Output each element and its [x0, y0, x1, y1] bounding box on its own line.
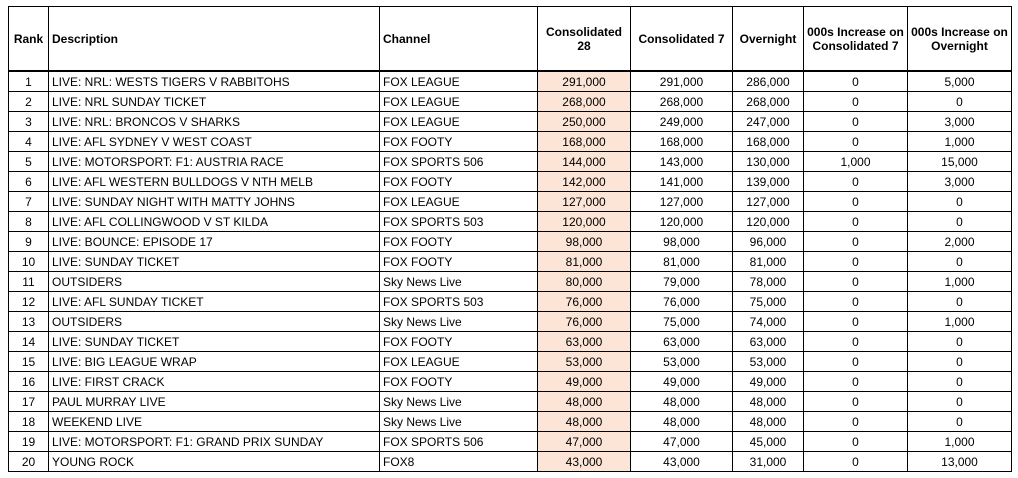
cell-consolidated-28: 48,000: [538, 392, 631, 412]
cell-increase-consolidated-7: 0: [804, 232, 908, 252]
cell-increase-consolidated-7: 0: [804, 92, 908, 112]
cell-description: YOUNG ROCK: [49, 452, 380, 472]
cell-consolidated-7: 48,000: [631, 392, 733, 412]
cell-rank: 1: [9, 71, 49, 92]
cell-overnight: 31,000: [733, 452, 804, 472]
cell-overnight: 78,000: [733, 272, 804, 292]
cell-increase-consolidated-7: 0: [804, 132, 908, 152]
cell-consolidated-7: 268,000: [631, 92, 733, 112]
cell-consolidated-7: 291,000: [631, 71, 733, 92]
header-consolidated-28: Consolidated 28: [538, 7, 631, 72]
cell-consolidated-28: 48,000: [538, 412, 631, 432]
cell-consolidated-28: 53,000: [538, 352, 631, 372]
cell-consolidated-28: 142,000: [538, 172, 631, 192]
cell-increase-consolidated-7: 0: [804, 332, 908, 352]
cell-increase-overnight: 2,000: [908, 232, 1012, 252]
cell-overnight: 48,000: [733, 392, 804, 412]
cell-increase-overnight: 3,000: [908, 112, 1012, 132]
cell-channel: Sky News Live: [380, 272, 538, 292]
table-row: [9, 152, 1012, 172]
table-row: [9, 412, 1012, 432]
header-increase-overnight: 000s Increase on Overnight: [908, 7, 1012, 72]
cell-channel: FOX FOOTY: [380, 232, 538, 252]
cell-channel: FOX LEAGUE: [380, 71, 538, 92]
header-description: Description: [49, 7, 380, 72]
cell-channel: FOX LEAGUE: [380, 352, 538, 372]
table-row: [9, 372, 1012, 392]
cell-increase-consolidated-7: 0: [804, 452, 908, 472]
cell-consolidated-7: 43,000: [631, 452, 733, 472]
cell-consolidated-7: 53,000: [631, 352, 733, 372]
cell-description: OUTSIDERS: [49, 312, 380, 332]
cell-channel: FOX LEAGUE: [380, 192, 538, 212]
cell-description: LIVE: NRL SUNDAY TICKET: [49, 92, 380, 112]
cell-increase-overnight: 0: [908, 92, 1012, 112]
table-row: [9, 192, 1012, 212]
ratings-table-container: [8, 6, 1012, 472]
cell-channel: FOX LEAGUE: [380, 92, 538, 112]
cell-description: LIVE: SUNDAY TICKET: [49, 252, 380, 272]
table-row: [9, 71, 1012, 92]
cell-increase-consolidated-7: 0: [804, 112, 908, 132]
cell-channel: FOX SPORTS 506: [380, 152, 538, 172]
cell-description: LIVE: SUNDAY TICKET: [49, 332, 380, 352]
cell-rank: 17: [9, 392, 49, 412]
cell-description: LIVE: AFL WESTERN BULLDOGS V NTH MELB: [49, 172, 380, 192]
cell-consolidated-7: 76,000: [631, 292, 733, 312]
cell-consolidated-7: 127,000: [631, 192, 733, 212]
cell-increase-overnight: 15,000: [908, 152, 1012, 172]
cell-rank: 18: [9, 412, 49, 432]
cell-channel: FOX FOOTY: [380, 132, 538, 152]
cell-consolidated-28: 76,000: [538, 312, 631, 332]
cell-overnight: 74,000: [733, 312, 804, 332]
cell-overnight: 168,000: [733, 132, 804, 152]
cell-rank: 13: [9, 312, 49, 332]
cell-consolidated-28: 168,000: [538, 132, 631, 152]
cell-increase-overnight: 13,000: [908, 452, 1012, 472]
cell-channel: FOX SPORTS 503: [380, 212, 538, 232]
table-row: [9, 232, 1012, 252]
table-row: [9, 92, 1012, 112]
table-row: [9, 292, 1012, 312]
cell-rank: 20: [9, 452, 49, 472]
header-rank: Rank: [9, 7, 49, 72]
table-row: [9, 212, 1012, 232]
cell-consolidated-28: 144,000: [538, 152, 631, 172]
cell-rank: 16: [9, 372, 49, 392]
cell-description: LIVE: BOUNCE: EPISODE 17: [49, 232, 380, 252]
cell-consolidated-28: 49,000: [538, 372, 631, 392]
cell-rank: 10: [9, 252, 49, 272]
cell-description: LIVE: FIRST CRACK: [49, 372, 380, 392]
cell-increase-overnight: 0: [908, 252, 1012, 272]
cell-consolidated-7: 48,000: [631, 412, 733, 432]
cell-increase-overnight: 0: [908, 412, 1012, 432]
cell-description: WEEKEND LIVE: [49, 412, 380, 432]
cell-increase-consolidated-7: 0: [804, 192, 908, 212]
cell-increase-overnight: 1,000: [908, 432, 1012, 452]
cell-increase-consolidated-7: 0: [804, 312, 908, 332]
cell-consolidated-28: 81,000: [538, 252, 631, 272]
cell-rank: 14: [9, 332, 49, 352]
cell-consolidated-28: 250,000: [538, 112, 631, 132]
cell-description: LIVE: AFL COLLINGWOOD V ST KILDA: [49, 212, 380, 232]
cell-rank: 3: [9, 112, 49, 132]
cell-consolidated-7: 47,000: [631, 432, 733, 452]
cell-rank: 19: [9, 432, 49, 452]
cell-overnight: 81,000: [733, 252, 804, 272]
cell-channel: FOX LEAGUE: [380, 112, 538, 132]
cell-channel: FOX SPORTS 503: [380, 292, 538, 312]
cell-description: LIVE: NRL: WESTS TIGERS V RABBITOHS: [49, 71, 380, 92]
cell-consolidated-7: 168,000: [631, 132, 733, 152]
cell-increase-consolidated-7: 0: [804, 352, 908, 372]
cell-description: LIVE: NRL: BRONCOS V SHARKS: [49, 112, 380, 132]
table-row: [9, 172, 1012, 192]
cell-consolidated-28: 268,000: [538, 92, 631, 112]
cell-overnight: 49,000: [733, 372, 804, 392]
cell-consolidated-28: 47,000: [538, 432, 631, 452]
table-row: [9, 312, 1012, 332]
cell-description: LIVE: SUNDAY NIGHT WITH MATTY JOHNS: [49, 192, 380, 212]
cell-rank: 9: [9, 232, 49, 252]
cell-rank: 12: [9, 292, 49, 312]
cell-consolidated-7: 120,000: [631, 212, 733, 232]
cell-increase-consolidated-7: 0: [804, 71, 908, 92]
cell-consolidated-7: 143,000: [631, 152, 733, 172]
cell-channel: FOX FOOTY: [380, 332, 538, 352]
table-body: [9, 71, 1012, 472]
cell-description: LIVE: MOTORSPORT: F1: GRAND PRIX SUNDAY: [49, 432, 380, 452]
cell-rank: 6: [9, 172, 49, 192]
cell-overnight: 286,000: [733, 71, 804, 92]
ratings-table: [8, 6, 1012, 472]
cell-increase-consolidated-7: 0: [804, 292, 908, 312]
cell-increase-overnight: 0: [908, 332, 1012, 352]
cell-consolidated-28: 127,000: [538, 192, 631, 212]
cell-overnight: 127,000: [733, 192, 804, 212]
cell-increase-consolidated-7: 0: [804, 392, 908, 412]
table-row: [9, 112, 1012, 132]
cell-channel: FOX8: [380, 452, 538, 472]
cell-increase-overnight: 0: [908, 292, 1012, 312]
cell-rank: 2: [9, 92, 49, 112]
cell-consolidated-7: 249,000: [631, 112, 733, 132]
cell-consolidated-7: 79,000: [631, 272, 733, 292]
cell-overnight: 268,000: [733, 92, 804, 112]
cell-consolidated-7: 63,000: [631, 332, 733, 352]
cell-increase-consolidated-7: 0: [804, 212, 908, 232]
cell-rank: 4: [9, 132, 49, 152]
cell-overnight: 53,000: [733, 352, 804, 372]
cell-description: LIVE: AFL SYDNEY V WEST COAST: [49, 132, 380, 152]
cell-increase-consolidated-7: 1,000: [804, 152, 908, 172]
cell-rank: 15: [9, 352, 49, 372]
cell-rank: 8: [9, 212, 49, 232]
cell-channel: FOX FOOTY: [380, 172, 538, 192]
cell-increase-consolidated-7: 0: [804, 172, 908, 192]
cell-increase-overnight: 0: [908, 352, 1012, 372]
cell-consolidated-28: 120,000: [538, 212, 631, 232]
cell-increase-consolidated-7: 0: [804, 432, 908, 452]
header-overnight: Overnight: [733, 7, 804, 72]
cell-consolidated-28: 63,000: [538, 332, 631, 352]
table-row: [9, 132, 1012, 152]
cell-description: LIVE: MOTORSPORT: F1: AUSTRIA RACE: [49, 152, 380, 172]
cell-consolidated-7: 81,000: [631, 252, 733, 272]
table-row: [9, 432, 1012, 452]
cell-increase-consolidated-7: 0: [804, 412, 908, 432]
table-row: [9, 392, 1012, 412]
cell-overnight: 96,000: [733, 232, 804, 252]
cell-description: LIVE: BIG LEAGUE WRAP: [49, 352, 380, 372]
cell-consolidated-28: 76,000: [538, 292, 631, 312]
cell-channel: Sky News Live: [380, 392, 538, 412]
table-row: [9, 252, 1012, 272]
cell-overnight: 75,000: [733, 292, 804, 312]
cell-rank: 5: [9, 152, 49, 172]
cell-channel: Sky News Live: [380, 312, 538, 332]
cell-increase-overnight: 3,000: [908, 172, 1012, 192]
cell-increase-overnight: 1,000: [908, 312, 1012, 332]
cell-increase-overnight: 1,000: [908, 272, 1012, 292]
cell-consolidated-28: 98,000: [538, 232, 631, 252]
cell-consolidated-28: 80,000: [538, 272, 631, 292]
table-row: [9, 352, 1012, 372]
cell-overnight: 45,000: [733, 432, 804, 452]
cell-consolidated-7: 75,000: [631, 312, 733, 332]
table-row: [9, 332, 1012, 352]
header-consolidated-7: Consolidated 7: [631, 7, 733, 72]
table-row: [9, 272, 1012, 292]
cell-overnight: 130,000: [733, 152, 804, 172]
cell-overnight: 63,000: [733, 332, 804, 352]
cell-consolidated-7: 49,000: [631, 372, 733, 392]
cell-increase-overnight: 0: [908, 372, 1012, 392]
cell-overnight: 139,000: [733, 172, 804, 192]
cell-consolidated-7: 141,000: [631, 172, 733, 192]
cell-increase-consolidated-7: 0: [804, 252, 908, 272]
cell-overnight: 247,000: [733, 112, 804, 132]
table-row: [9, 452, 1012, 472]
cell-increase-overnight: 0: [908, 212, 1012, 232]
cell-channel: Sky News Live: [380, 412, 538, 432]
cell-channel: FOX SPORTS 506: [380, 432, 538, 452]
cell-increase-overnight: 0: [908, 392, 1012, 412]
cell-rank: 11: [9, 272, 49, 292]
header-increase-consolidated-7: 000s Increase on Consolidated 7: [804, 7, 908, 72]
cell-description: LIVE: AFL SUNDAY TICKET: [49, 292, 380, 312]
cell-increase-overnight: 0: [908, 192, 1012, 212]
cell-overnight: 48,000: [733, 412, 804, 432]
cell-channel: FOX FOOTY: [380, 372, 538, 392]
cell-consolidated-28: 291,000: [538, 71, 631, 92]
cell-overnight: 120,000: [733, 212, 804, 232]
header-channel: Channel: [380, 7, 538, 72]
cell-increase-consolidated-7: 0: [804, 372, 908, 392]
cell-consolidated-7: 98,000: [631, 232, 733, 252]
cell-channel: FOX FOOTY: [380, 252, 538, 272]
cell-rank: 7: [9, 192, 49, 212]
cell-description: PAUL MURRAY LIVE: [49, 392, 380, 412]
cell-increase-overnight: 5,000: [908, 71, 1012, 92]
cell-increase-consolidated-7: 0: [804, 272, 908, 292]
cell-description: OUTSIDERS: [49, 272, 380, 292]
cell-consolidated-28: 43,000: [538, 452, 631, 472]
header-row: [9, 7, 1012, 72]
cell-increase-overnight: 1,000: [908, 132, 1012, 152]
